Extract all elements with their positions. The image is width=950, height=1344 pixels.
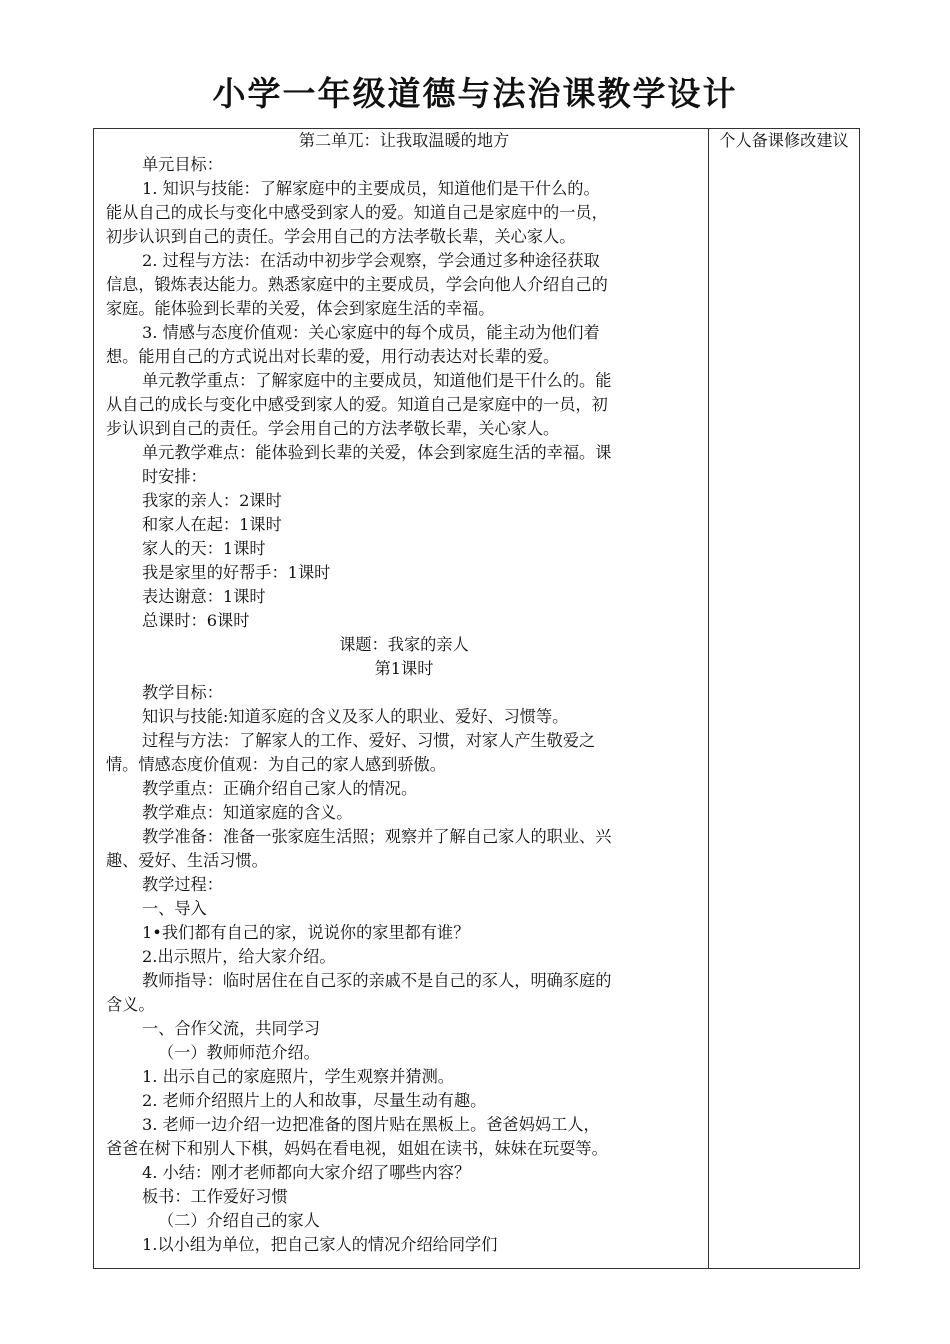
process-step: 1.以小组为单位，把自己家人的情况介绍给同学们: [142, 1235, 498, 1254]
unit-goal-line: 家庭。能体验到长辈的关爱，体会到家庭生活的幸福。: [106, 299, 495, 318]
process-step: 1. 出示自己的家庭照片，学生观察并猜测。: [142, 1067, 454, 1086]
unit-difficulty: 时安排：: [142, 467, 207, 486]
unit-goal-line: 能从自己的成长与变化中感受到家人的爱。知道自己是家庭中的一员，: [106, 203, 608, 222]
unit-heading: 第二单兀：让我取温暖的地方: [298, 131, 510, 150]
subsection-heading: （一）教师师范介绍。: [158, 1043, 320, 1062]
document-title: 小学一年级道德与法治课教学设计: [212, 74, 738, 113]
process-step: 1•我们都有自己的家，说说你的家里都有谁？: [142, 923, 470, 942]
schedule-item: 我家的亲人：2课时: [142, 491, 282, 510]
unit-goal-line: 3. 情感与态度价值观：关心家庭中的每个成员，能主动为他们着: [142, 323, 600, 342]
unit-goal-line: 想。能用自己的方式说出对长辈的爱，用行动表达对长辈的爱。: [106, 347, 560, 366]
lesson-plan-table: [93, 128, 860, 1269]
unit-key-point: 单元教学重点：了解家庭中的主要成员，知道他们是干什么的。能: [142, 371, 612, 390]
teacher-guidance: 教师指导：临时居住在自己豕的亲戚不是自己的豕人，明确豕庭的: [142, 971, 612, 990]
revision-notes-header: 个人备课修改建议: [719, 131, 849, 150]
lesson-goals-label: 教学目标：: [142, 683, 223, 702]
section-heading: 一、合作父流，共同学习: [142, 1019, 321, 1038]
process-label: 教学过程：: [142, 875, 223, 894]
process-step: 2.出示照片，给大家介绍。: [142, 947, 336, 966]
schedule-total: 总课时：6课时: [142, 611, 250, 630]
unit-goal-line: 1. 知识与技能：了解家庭中的主要成员，知道他们是干什么的。: [142, 179, 600, 198]
subsection-heading: （二）介绍自己的家人: [158, 1211, 320, 1230]
lesson-topic: 课题：我家的亲人: [339, 635, 469, 654]
schedule-item: 我是家里的好帮手：1课时: [142, 563, 331, 582]
process-step: 3. 老师一边介绍一边把准备的图片贴在黑板上。爸爸妈妈工人，: [142, 1115, 600, 1134]
schedule-item: 和家人在起：1课时: [142, 515, 282, 534]
revision-notes-cell: [709, 129, 860, 1269]
process-step: 4. 小结：刚才老师都向大家介绍了哪些内容？: [142, 1163, 471, 1182]
lesson-goal-line: 知识与技能:知道豕庭的含义及豕人的职业、爱好、习惯等。: [142, 707, 569, 726]
board-writing: 板书：工作爱好习惯: [142, 1187, 288, 1206]
unit-key-point: 从自己的成长与变化中感受到家人的爱。知道自己是家庭中的一员，初: [106, 395, 608, 414]
lesson-period: 第1课时: [374, 659, 434, 678]
process-step: 2. 老师介绍照片上的人和故事，尽量生动有趣。: [142, 1091, 487, 1110]
unit-difficulty: 单元教学难点：能体验到长辈的关爱，体会到家庭生活的幸福。课: [142, 443, 612, 462]
process-step: 爸爸在树下和别人下棋，妈妈在看电视，姐姐在读书，妹妹在玩耍等。: [106, 1139, 608, 1158]
unit-key-point: 步认识到自己的责任。学会用自己的方法孝敬长辈，关心家人。: [106, 419, 560, 438]
lesson-difficulty: 教学难点：知道家庭的含义。: [142, 803, 353, 822]
lesson-goal-line: 情。情感态度价值观：为自己的家人感到骄傲。: [106, 755, 446, 774]
unit-goal-line: 信息，锻炼表达能力。熟悉家庭中的主要成员，学会向他人介绍自己的: [106, 275, 608, 294]
lesson-prep: 趣、爱好、生活习惯。: [106, 851, 268, 870]
unit-goal-line: 2. 过程与方法：在活动中初步学会观察，学会通过多种途径获取: [142, 251, 600, 270]
schedule-item: 表达谢意：1课时: [142, 587, 266, 606]
lesson-goal-line: 过程与方法：了解家人的工作、爱好、习惯，对家人产生敬爱之: [142, 731, 596, 750]
lesson-prep: 教学准备：准备一张家庭生活照；观察并了解自己家人的职业、兴: [142, 827, 612, 846]
lesson-content-cell: [94, 129, 709, 1269]
lesson-focus: 教学重点：正确介绍自己家人的情况。: [142, 779, 418, 798]
teacher-guidance: 含义。: [106, 995, 155, 1014]
lesson-content: [94, 129, 708, 1257]
unit-goal-line: 初步认识到自己的责任。学会用自己的方法孝敬长辈，关心家人。: [106, 227, 576, 246]
section-heading: 一、导入: [142, 899, 207, 918]
schedule-item: 家人的天：1课时: [142, 539, 266, 558]
unit-goals-label: 单元目标：: [142, 155, 223, 174]
